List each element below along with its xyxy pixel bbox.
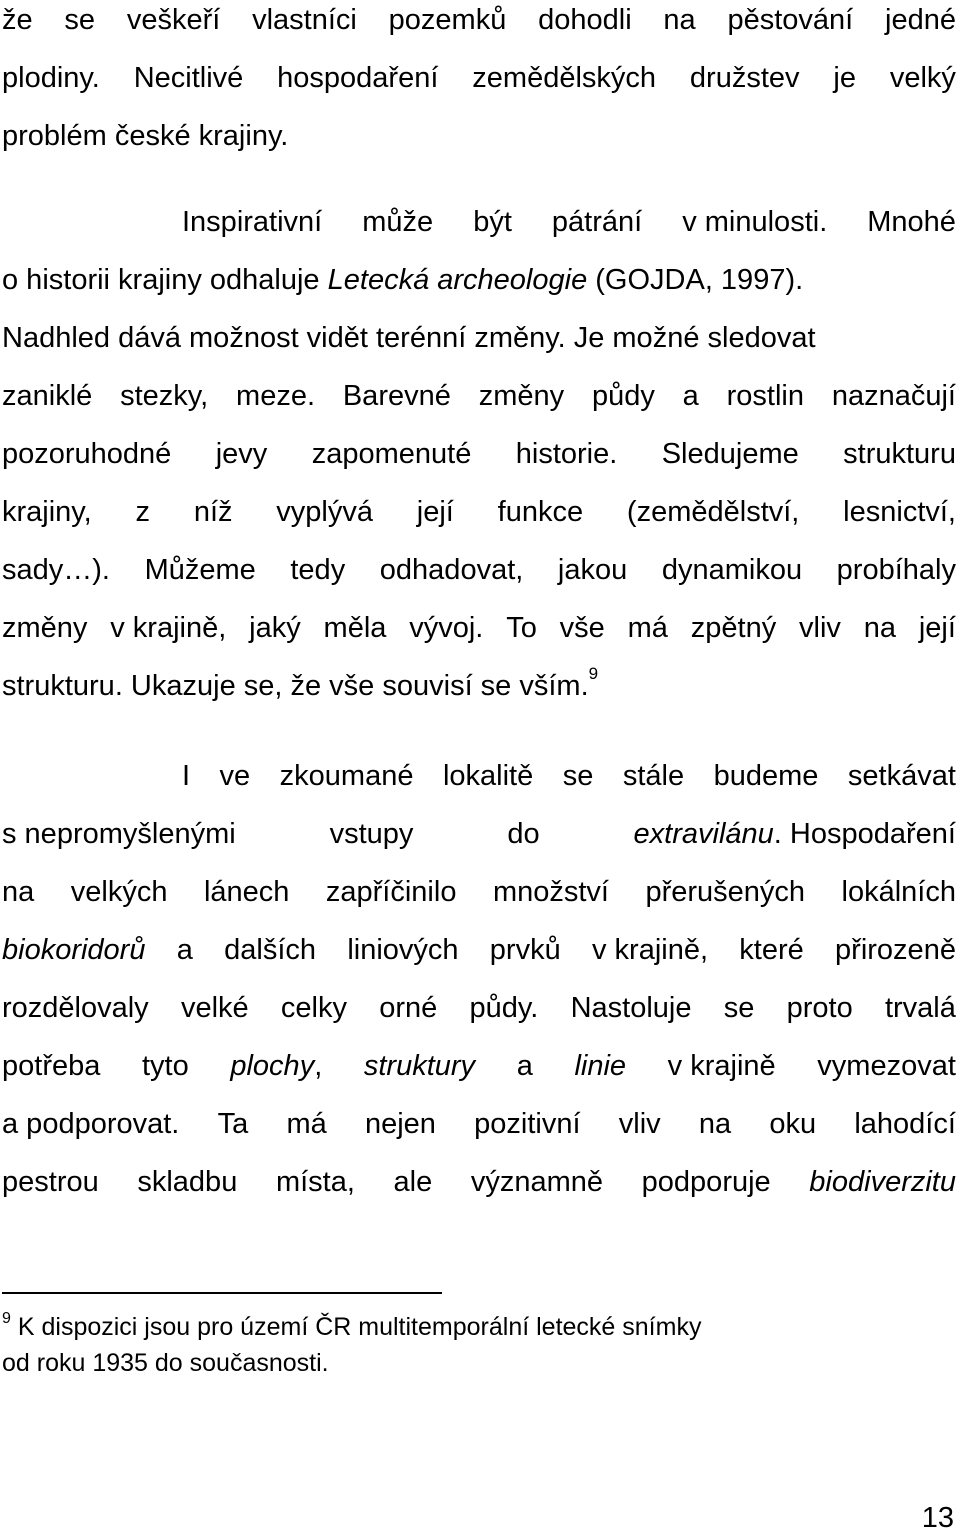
word: a podporovat. — [2, 1108, 180, 1140]
word: (zemědělství, — [626, 496, 800, 528]
footnote-number: 9 — [2, 1310, 11, 1327]
word: oku — [769, 1108, 817, 1140]
line-text: o historii krajiny odhaluje — [2, 264, 328, 296]
word-group — [634, 816, 956, 852]
word: na — [2, 876, 35, 908]
footnote-text: K dispozici jsou pro území ČR multitemporální letecké snímky — [17, 1313, 702, 1341]
word: Barevné — [342, 380, 451, 412]
paragraph-line — [182, 758, 956, 794]
word: vše — [559, 612, 605, 644]
word: . Hospodaření — [773, 818, 956, 850]
word: její — [918, 612, 956, 644]
word: místa, — [275, 1166, 355, 1198]
word: dalších — [224, 934, 317, 966]
paragraph-line — [2, 552, 956, 588]
word: rozdělovaly — [2, 992, 149, 1024]
word: jakou — [557, 554, 628, 586]
word: se — [562, 760, 594, 792]
word: Necitlivé — [133, 62, 244, 94]
paragraph-line — [2, 378, 956, 414]
word: Inspirativní — [182, 206, 323, 238]
word: meze. — [236, 380, 316, 412]
word: jedné — [885, 4, 956, 36]
word: proto — [786, 992, 853, 1024]
footnote-text: od roku 1935 do současnosti. — [2, 1349, 329, 1377]
italic-term: struktury — [363, 1050, 476, 1082]
word-group — [230, 1048, 322, 1084]
word: pozoruhodné — [2, 438, 172, 470]
word: má — [286, 1108, 327, 1140]
line-text: problém české krajiny. — [2, 120, 289, 152]
word: hospodaření — [277, 62, 439, 94]
word: družstev — [689, 62, 800, 94]
word: vymezovat — [817, 1050, 956, 1082]
word: vyplývá — [276, 496, 373, 528]
word: funkce — [497, 496, 584, 528]
word: lahodící — [854, 1108, 956, 1140]
word: sady…). — [2, 554, 110, 586]
word: zemědělských — [472, 62, 657, 94]
paragraph-line — [2, 1048, 956, 1084]
word: pozemků — [388, 4, 507, 36]
word: zkoumané — [279, 760, 414, 792]
word: lesnictví, — [843, 496, 956, 528]
word: stezky, — [120, 380, 209, 412]
word: z — [135, 496, 151, 528]
word: vliv — [618, 1108, 661, 1140]
word: níž — [193, 496, 233, 528]
word: rostlin — [726, 380, 804, 412]
word: pozitivní — [474, 1108, 581, 1140]
word: jevy — [215, 438, 268, 470]
word: vliv — [799, 612, 841, 644]
word: liniových — [347, 934, 459, 966]
word: a — [516, 1050, 533, 1082]
line-text: strukturu. Ukazuje se, že vše souvisí se vším. — [2, 670, 589, 702]
paragraph-line — [2, 874, 956, 910]
word: v krajině, — [591, 934, 709, 966]
word: zaniklé — [2, 380, 93, 412]
word: na — [663, 4, 696, 36]
word: pestrou — [2, 1166, 99, 1198]
word: nejen — [364, 1108, 436, 1140]
word: lokalitě — [442, 760, 534, 792]
word: její — [416, 496, 454, 528]
word: podporuje — [641, 1166, 771, 1198]
word: velký — [889, 62, 956, 94]
word: odhadovat, — [379, 554, 524, 586]
paragraph-line — [182, 204, 956, 240]
paragraph-line — [2, 2, 956, 38]
word: Můžeme — [144, 554, 256, 586]
word: v minulosti. — [682, 206, 828, 238]
word: krajiny, — [2, 496, 92, 528]
word: , — [314, 1050, 323, 1082]
word: významně — [470, 1166, 604, 1198]
word: do — [507, 818, 540, 850]
word: Ta — [217, 1108, 249, 1140]
word: se — [723, 992, 755, 1024]
word: pátrání — [551, 206, 643, 238]
word: vlastníci — [252, 4, 357, 36]
paragraph-line — [2, 932, 956, 968]
word: které — [739, 934, 804, 966]
word: s nepromyšlenými — [2, 818, 236, 850]
footnote-separator — [2, 1292, 442, 1294]
word: zapříčinilo — [325, 876, 457, 908]
word: veškeří — [126, 4, 221, 36]
word: půdy. — [469, 992, 539, 1024]
word: dynamikou — [661, 554, 803, 586]
word: trvalá — [884, 992, 956, 1024]
italic-term: linie — [574, 1050, 627, 1082]
word: a — [682, 380, 699, 412]
word: změny — [2, 612, 88, 644]
word: má — [627, 612, 668, 644]
italic-term: Letecká archeologie — [327, 264, 588, 296]
paragraph-line — [2, 118, 956, 154]
word: stále — [622, 760, 685, 792]
word: tedy — [290, 554, 346, 586]
footnote-continuation — [2, 1348, 329, 1378]
word: potřeba — [2, 1050, 101, 1082]
word: vstupy — [329, 818, 414, 850]
word: je — [833, 62, 856, 94]
word: může — [362, 206, 434, 238]
word: naznačují — [831, 380, 956, 412]
paragraph-line — [2, 494, 956, 530]
word: a — [176, 934, 193, 966]
word: ve — [219, 760, 251, 792]
word: přerušených — [645, 876, 806, 908]
paragraph-line — [2, 1164, 956, 1200]
word: přirozeně — [835, 934, 956, 966]
italic-term: biodiverzitu — [809, 1166, 956, 1198]
word: v krajině, — [110, 612, 227, 644]
paragraph-line — [2, 436, 956, 472]
word: Sledujeme — [661, 438, 799, 470]
word: se — [64, 4, 96, 36]
word: ale — [393, 1166, 433, 1198]
word: velkých — [70, 876, 168, 908]
paragraph-line — [2, 664, 956, 704]
word: probíhaly — [836, 554, 956, 586]
word: I — [182, 760, 191, 792]
paragraph-line — [2, 990, 956, 1026]
word: historie. — [515, 438, 618, 470]
word: Mnohé — [867, 206, 956, 238]
word: To — [506, 612, 537, 644]
word: orné — [379, 992, 438, 1024]
word: budeme — [713, 760, 819, 792]
paragraph-line — [2, 262, 956, 298]
footnote — [2, 1312, 701, 1342]
word: dohodli — [538, 4, 632, 36]
word: Nastoluje — [570, 992, 692, 1024]
word: pěstování — [727, 4, 854, 36]
page-number: 13 — [921, 1502, 954, 1534]
word: množství — [492, 876, 609, 908]
italic-term: plochy — [230, 1050, 315, 1082]
word: skladbu — [137, 1166, 238, 1198]
word: že — [2, 4, 33, 36]
paragraph-line — [2, 1106, 956, 1142]
paragraph-line — [2, 816, 956, 852]
line-text: (GOJDA, 1997). — [587, 264, 804, 296]
word: tyto — [141, 1050, 189, 1082]
word: měla — [323, 612, 387, 644]
word: na — [863, 612, 897, 644]
word: lánech — [203, 876, 290, 908]
paragraph-line — [2, 320, 956, 356]
word: celky — [280, 992, 347, 1024]
word: zpětný — [690, 612, 777, 644]
word: na — [698, 1108, 732, 1140]
word: plodiny. — [2, 62, 100, 94]
paragraph-line — [2, 60, 956, 96]
footnote-reference[interactable]: 9 — [588, 664, 599, 683]
italic-term: biokoridorů — [2, 934, 146, 966]
word: vývoj. — [409, 612, 484, 644]
word: zapomenuté — [311, 438, 472, 470]
word: lokálních — [841, 876, 956, 908]
word: změny — [478, 380, 565, 412]
word: velké — [180, 992, 249, 1024]
word: jaký — [249, 612, 301, 644]
italic-term: extravilánu — [633, 818, 774, 850]
word: setkávat — [847, 760, 956, 792]
paragraph-line — [2, 610, 956, 646]
line-text: Nadhled dává možnost vidět terénní změny. Je možné sledovat — [2, 322, 816, 354]
word: strukturu — [843, 438, 956, 470]
word: půdy — [591, 380, 655, 412]
word: v krajině — [667, 1050, 776, 1082]
word: být — [473, 206, 512, 238]
word: prvků — [489, 934, 561, 966]
